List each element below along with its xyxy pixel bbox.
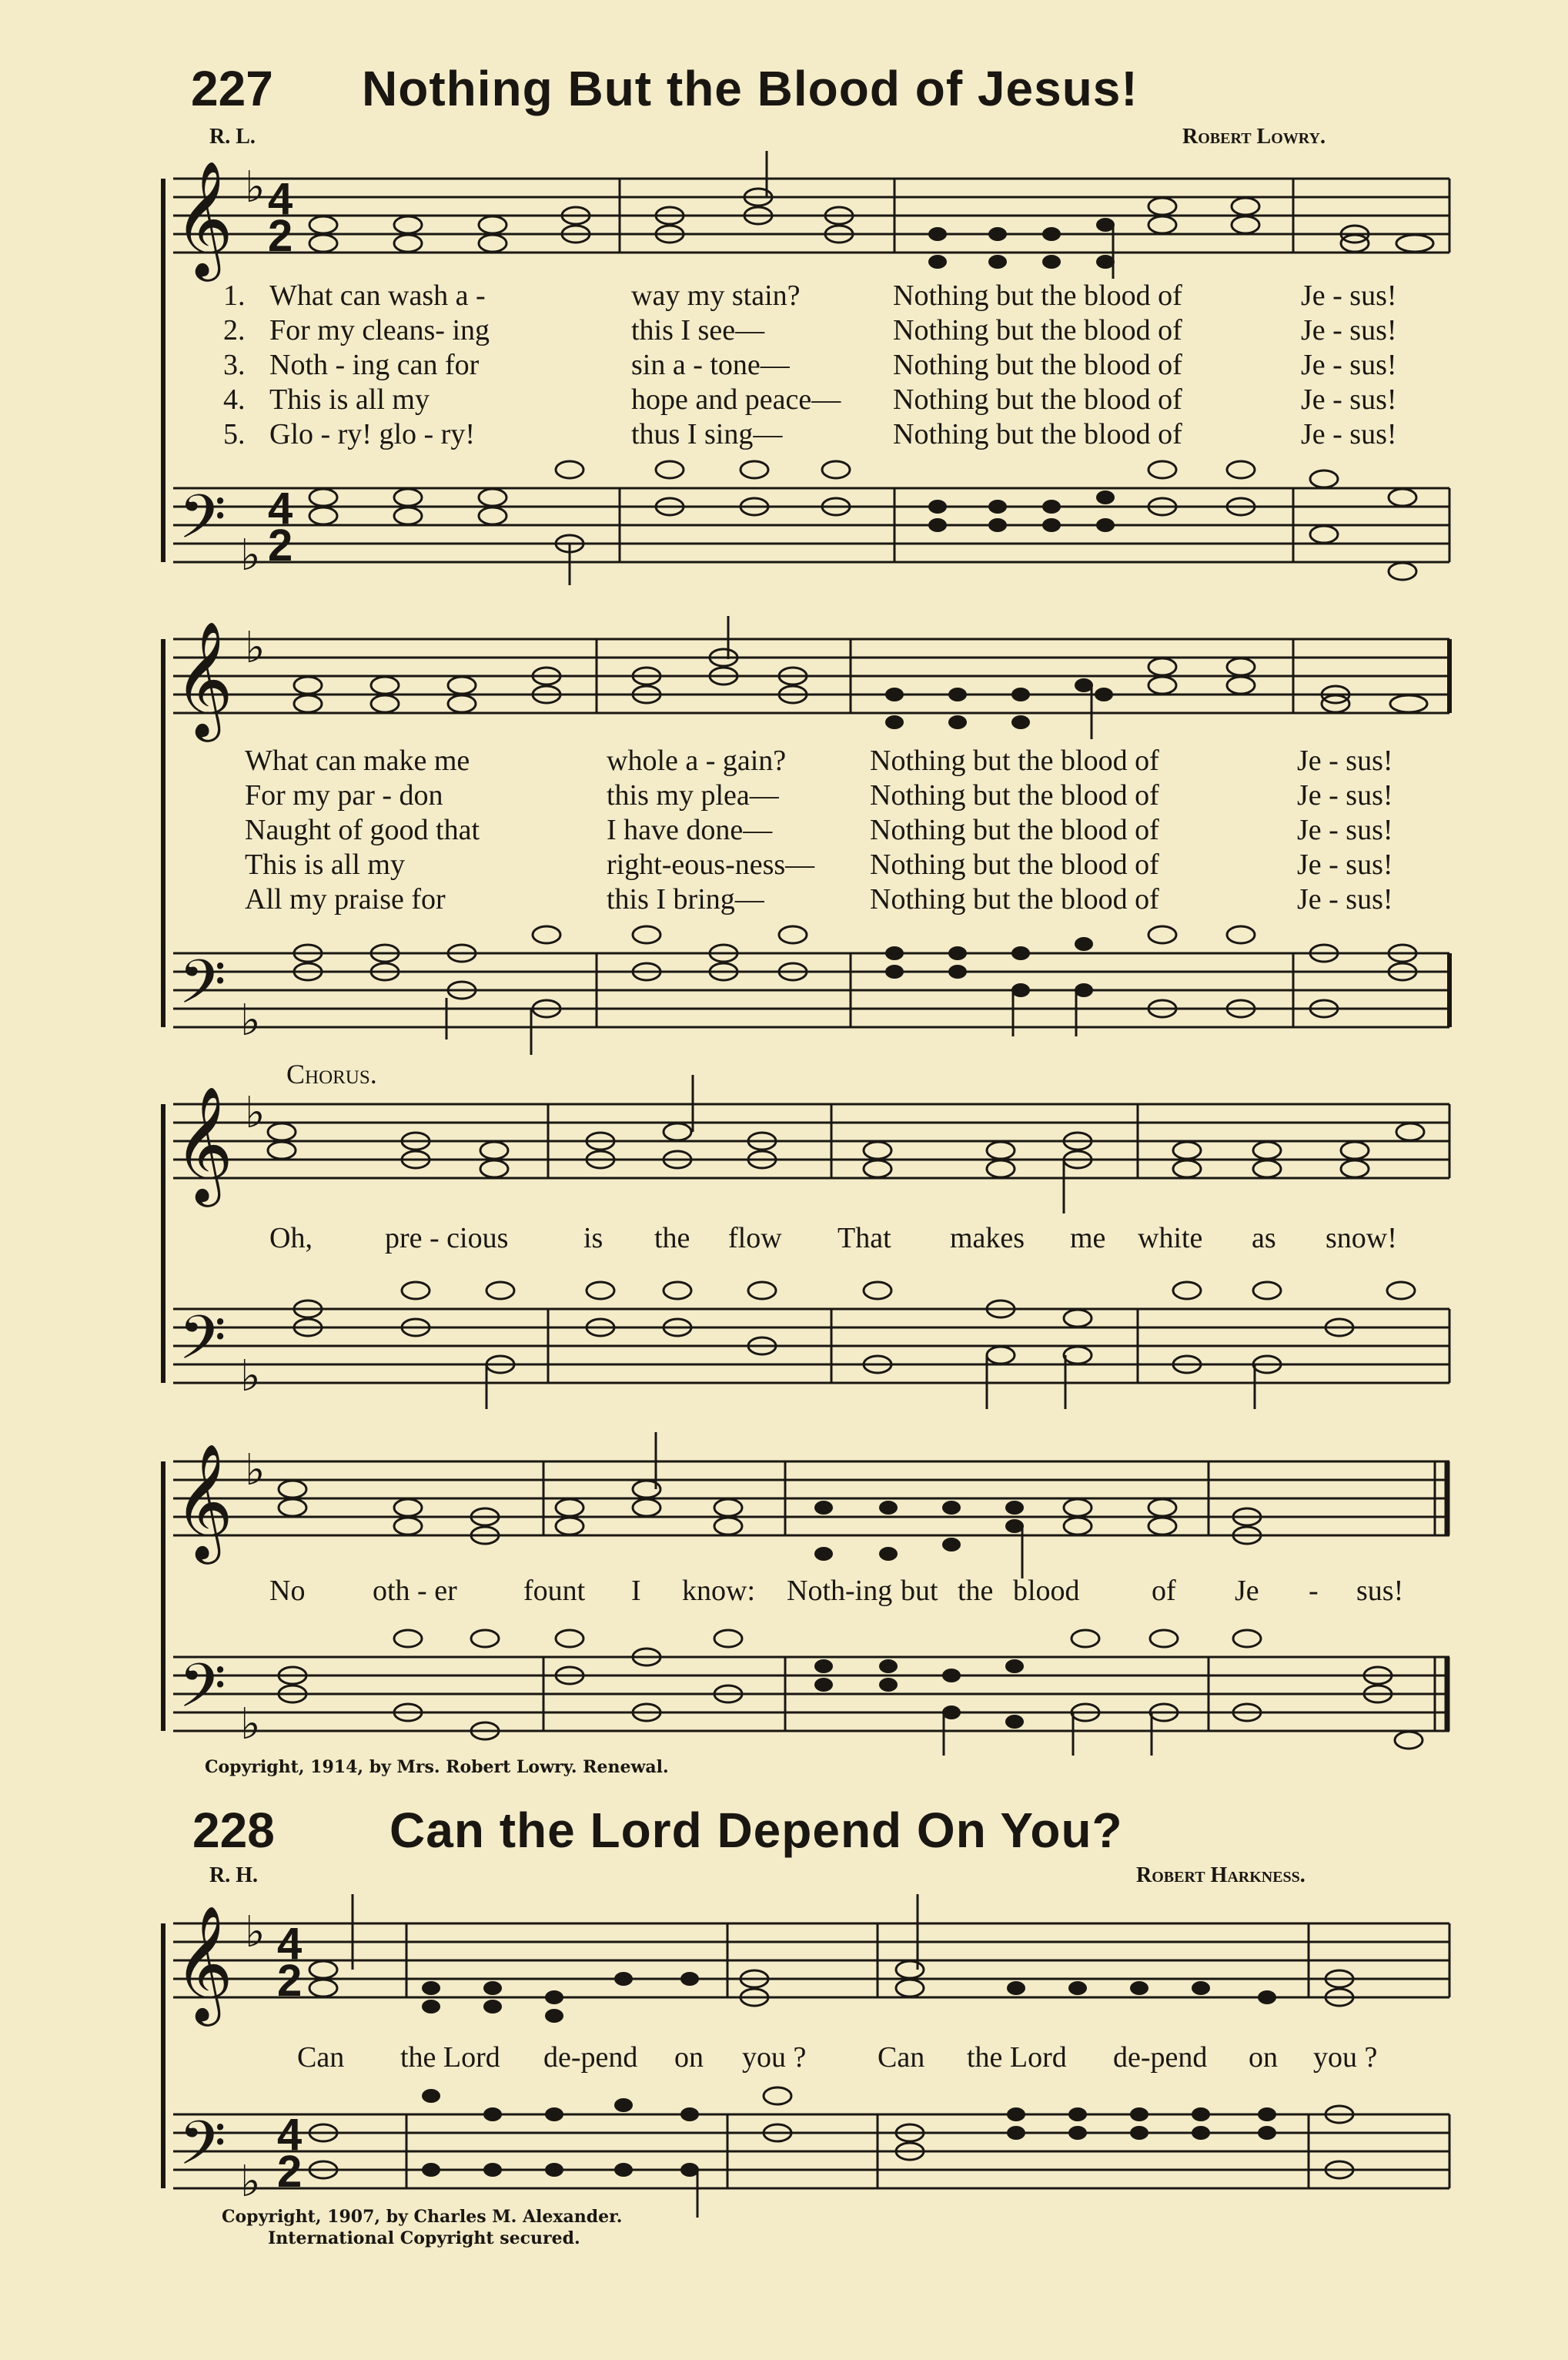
lyric-word: the Lord — [400, 2041, 500, 2074]
lyric-word: snow! — [1326, 1222, 1397, 1254]
verse-text: Nothing but the blood of — [870, 849, 1159, 881]
staff-system-2-bass — [173, 953, 1449, 1027]
treble-clef-icon: 𝄞 — [174, 1085, 233, 1202]
lyric-word: pre - cious — [385, 1222, 509, 1254]
lyric-word: Oh, — [269, 1222, 313, 1254]
verse-text: All my praise for — [245, 883, 446, 916]
lyric-word: flow — [728, 1222, 782, 1254]
lyric-word: de-pend — [1113, 2041, 1208, 2074]
staff-system-4-treble — [173, 1461, 1449, 1535]
bass-clef-icon: 𝄢 — [179, 946, 226, 1033]
verse-text: this I bring— — [607, 883, 764, 916]
verse-text: Je - sus! — [1297, 814, 1393, 846]
treble-clef-icon: 𝄞 — [174, 159, 233, 276]
verse-text: way my stain? — [631, 280, 801, 312]
treble-clef-icon: 𝄞 — [174, 1904, 233, 2021]
lyric-word: makes — [950, 1222, 1025, 1254]
verse-text: Je - sus! — [1297, 779, 1393, 812]
verse-line — [223, 383, 1397, 417]
verse-number: 1. — [223, 280, 246, 312]
lyric-word: No — [269, 1575, 306, 1607]
verse-line — [245, 813, 1393, 848]
verse-line — [223, 348, 1397, 383]
staff-system-4-bass — [173, 1657, 1449, 1731]
verse-text: I have done— — [607, 814, 773, 846]
lyric-word: on — [1249, 2041, 1278, 2074]
verse-text: Glo - ry! glo - ry! — [269, 418, 475, 450]
hymn-title: Nothing But the Blood of Jesus! — [362, 61, 1138, 116]
lyric-word: fount — [523, 1575, 586, 1607]
lyric-word: is — [583, 1222, 603, 1254]
lyric-word: That — [837, 1222, 891, 1254]
hymn-number: 228 — [192, 1803, 275, 1858]
staff-system-2-treble — [173, 639, 1449, 713]
verse-text: Nothing but the blood of — [893, 418, 1182, 450]
verse-text: Je - sus! — [1297, 849, 1393, 881]
svg-text:♭: ♭ — [240, 530, 261, 581]
verse-text: Je - sus! — [1301, 418, 1397, 450]
verse-number: 2. — [223, 314, 246, 346]
verse-text: Je - sus! — [1301, 383, 1397, 416]
treble-clef-icon: 𝄞 — [174, 1442, 233, 1559]
svg-text:♭: ♭ — [240, 1699, 261, 1749]
bass-clef-icon: 𝄢 — [179, 481, 226, 567]
svg-text:♭: ♭ — [240, 995, 261, 1046]
lyric-word: Je — [1235, 1575, 1259, 1607]
lyric-word: white — [1138, 1222, 1203, 1254]
svg-text:♭: ♭ — [245, 1444, 266, 1495]
svg-text:♭: ♭ — [245, 1087, 266, 1138]
copyright-notice: Copyright, 1914, by Mrs. Robert Lowry. Renewal. — [205, 1757, 669, 1777]
svg-text:♭: ♭ — [245, 1906, 266, 1957]
verse-line — [245, 848, 1393, 882]
lyric-word: Can — [878, 2041, 925, 2074]
lyric-word: the — [958, 1575, 994, 1607]
hymn-number: 227 — [191, 61, 273, 116]
lyric-word: the — [654, 1222, 690, 1254]
verse-text: Nothing but the blood of — [893, 280, 1182, 312]
verse-text: Je - sus! — [1301, 280, 1397, 312]
verse-text: Nothing but the blood of — [893, 314, 1182, 346]
lyric-word: oth - er — [373, 1575, 457, 1607]
verse-text: thus I sing— — [631, 418, 783, 450]
verse-text: What can wash a - — [269, 280, 486, 312]
lyric-word: sus! — [1356, 1575, 1404, 1607]
lyric-word: blood — [1013, 1575, 1080, 1607]
verse-line — [245, 882, 1393, 917]
verse-text: For my par - don — [245, 779, 443, 812]
lyric-word: as — [1252, 1222, 1276, 1254]
staff-system-1-treble — [173, 179, 1449, 253]
verse-text: Je - sus! — [1301, 314, 1397, 346]
verse-text: Je - sus! — [1297, 883, 1393, 916]
verse-text: Naught of good that — [245, 814, 480, 846]
flat-icon — [240, 162, 265, 2207]
lyric-word: Can — [297, 2041, 345, 2074]
verse-text: this my plea— — [607, 779, 779, 812]
chorus-label: Chorus. — [286, 1059, 377, 1090]
lyric-word: the Lord — [967, 2041, 1067, 2074]
bass-clef-icon: 𝄢 — [179, 1302, 226, 1388]
verse-text: Nothing but the blood of — [893, 383, 1182, 416]
verse-text: Noth - ing can for — [269, 349, 480, 381]
bass-clef-icon: 𝄢 — [179, 1650, 226, 1736]
verse-text: Nothing but the blood of — [893, 349, 1182, 381]
verse-text: whole a - gain? — [607, 745, 787, 777]
treble-clef-icon: 𝄞 — [174, 620, 233, 737]
verse-number: 3. — [223, 349, 246, 381]
verse-text: Je - sus! — [1301, 349, 1397, 381]
lyric-word: me — [1070, 1222, 1106, 1254]
note-stems — [353, 151, 1255, 2218]
verse-text: For my cleans- ing — [269, 314, 490, 346]
svg-text:♭: ♭ — [240, 2156, 261, 2207]
verse-text: Je - sus! — [1297, 745, 1393, 777]
verse-line — [223, 279, 1397, 313]
composer-credit: Robert Harkness. — [1136, 1863, 1306, 1887]
lyric-word: know: — [682, 1575, 755, 1607]
staff-system-3-treble — [173, 1104, 1449, 1178]
svg-text:2: 2 — [277, 1956, 303, 2006]
verse-number: 5. — [223, 418, 246, 450]
lyric-word: - — [1309, 1575, 1319, 1607]
copyright-notice: Copyright, 1907, by Charles M. Alexander. — [222, 2207, 623, 2227]
verse-text: This is all my — [245, 849, 405, 881]
verse-text: Nothing but the blood of — [870, 814, 1159, 846]
verse-text: right-eous-ness— — [607, 849, 815, 881]
lyric-word: I — [631, 1575, 641, 1607]
hymn-title: Can the Lord Depend On You? — [389, 1803, 1123, 1858]
lyric-word: you ? — [1313, 2041, 1378, 2074]
lyric-word: on — [674, 2041, 704, 2074]
svg-text:♭: ♭ — [240, 1351, 261, 1401]
svg-text:4: 4 — [268, 484, 293, 534]
svg-text:4: 4 — [277, 2110, 303, 2160]
staff-system-1-bass — [173, 488, 1449, 562]
verse-line — [245, 744, 1393, 778]
staff-228-bass — [173, 2114, 1449, 2188]
author-credit: R. H. — [209, 1863, 258, 1887]
svg-text:4: 4 — [268, 174, 293, 224]
author-credit: R. L. — [209, 125, 256, 149]
lyric-word: of — [1152, 1575, 1176, 1607]
verse-line — [223, 417, 1397, 452]
verse-text: Nothing but the blood of — [870, 883, 1159, 916]
copyright-notice: International Copyright secured. — [268, 2228, 580, 2248]
bass-clef-icon: 𝄢 — [179, 2107, 226, 2194]
verse-block-1 — [223, 279, 1397, 452]
svg-text:4: 4 — [277, 1919, 303, 1969]
verse-line — [223, 313, 1397, 348]
lyric-word: de-pend — [543, 2041, 638, 2074]
svg-text:2: 2 — [277, 2147, 303, 2197]
verse-text: This is all my — [269, 383, 430, 416]
svg-text:♭: ♭ — [245, 162, 266, 213]
time-signature — [268, 174, 302, 2197]
verse-text: sin a - tone— — [631, 349, 790, 381]
composer-credit: Robert Lowry. — [1182, 125, 1326, 149]
svg-text:2: 2 — [268, 521, 293, 571]
verse-text: hope and peace— — [631, 383, 841, 416]
verse-text: What can make me — [245, 745, 470, 777]
lyric-word: but — [901, 1575, 938, 1607]
verse-number: 4. — [223, 383, 246, 416]
verse-line — [245, 778, 1393, 813]
staff-228-treble — [173, 1923, 1449, 1997]
verse-text: Nothing but the blood of — [870, 779, 1159, 812]
verse-text: this I see— — [631, 314, 765, 346]
verse-text: Nothing but the blood of — [870, 745, 1159, 777]
verse-block-2 — [245, 744, 1393, 917]
lyric-word: Noth-ing — [787, 1575, 893, 1607]
svg-text:2: 2 — [268, 211, 293, 261]
svg-text:♭: ♭ — [245, 622, 266, 673]
lyric-word: you ? — [742, 2041, 807, 2074]
